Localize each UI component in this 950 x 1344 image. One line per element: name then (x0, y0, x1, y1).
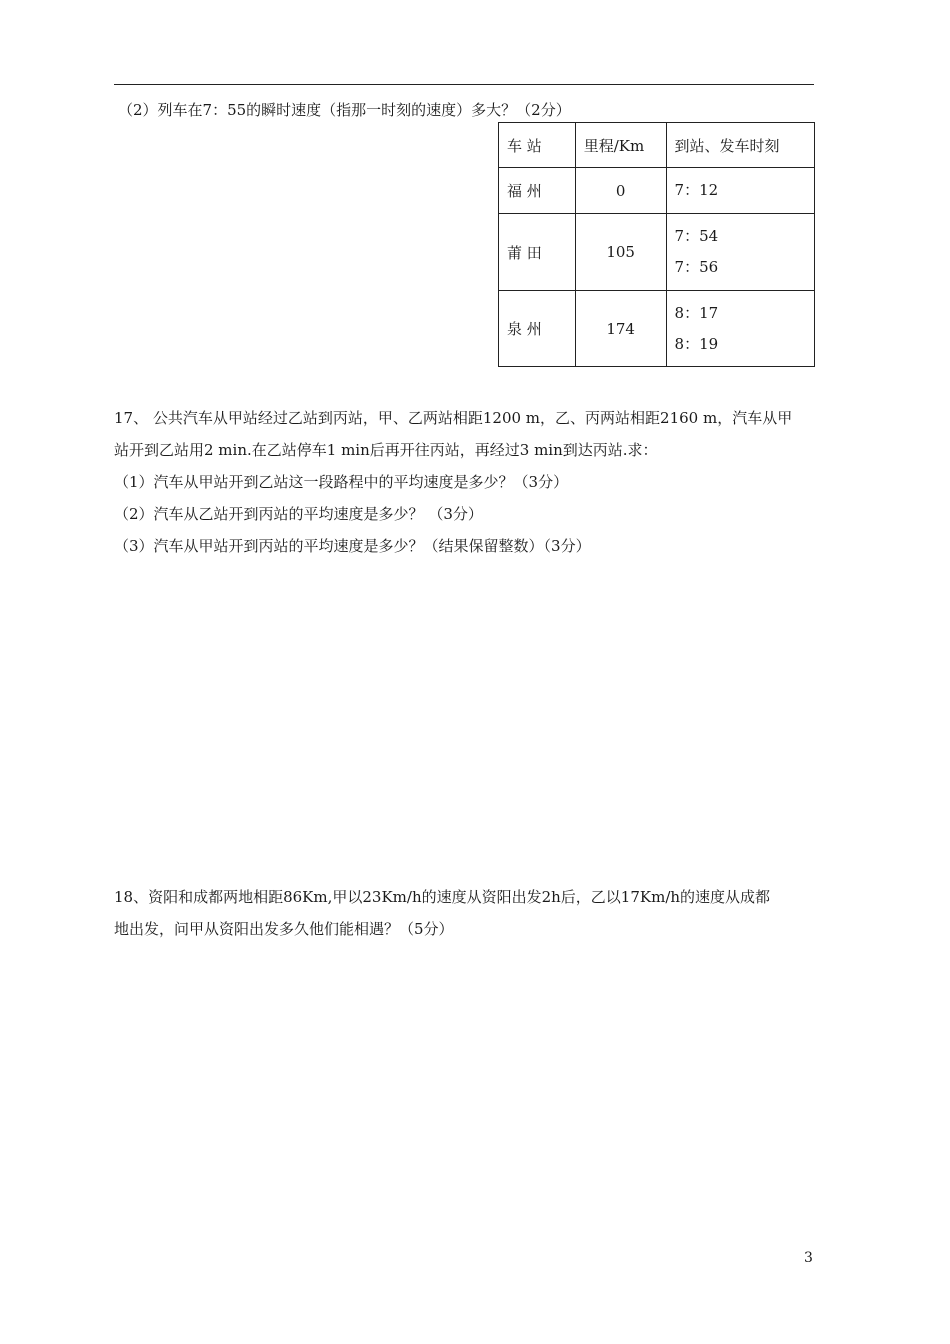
header-rule (114, 84, 814, 85)
table-row (499, 168, 815, 214)
table-row (499, 291, 815, 367)
times-cell (666, 168, 814, 214)
station-cell: 泉 州 (499, 291, 576, 367)
times-cell (666, 291, 814, 367)
times-cell (666, 214, 814, 291)
header-times: 到站、发车时刻 (666, 123, 814, 168)
arrival-time: 7：54 (674, 227, 719, 245)
q17-part2: （2）汽车从乙站开到丙站的平均速度是多少？ （3分） (114, 505, 483, 523)
q17-line2: 站开到乙站用2 min.在乙站停车1 min后再开往丙站，再经过3 min到达丙站.求： (114, 441, 658, 459)
q17-part1: （1）汽车从甲站开到乙站这一段路程中的平均速度是多少？（3分） (114, 473, 569, 491)
distance-cell: 174 (575, 291, 666, 367)
table-row (499, 214, 815, 291)
q16-part2: （2）列车在7：55的瞬时速度（指那一时刻的速度）多大？（2分） (118, 101, 571, 119)
station-cell: 莆 田 (499, 214, 576, 291)
table-header-row (499, 123, 815, 168)
time-value: 7：12 (674, 181, 719, 199)
station-cell: 福 州 (499, 168, 576, 214)
distance-cell: 0 (575, 168, 666, 214)
q17-line1: 17、 公共汽车从甲站经过乙站到丙站，甲、乙两站相距1200 m，乙、丙两站相距2160 m，汽车从甲 (114, 409, 793, 427)
distance-cell: 105 (575, 214, 666, 291)
header-station: 车 站 (499, 123, 576, 168)
q18-line2: 地出发，问甲从资阳出发多久他们能相遇？（5分） (114, 920, 454, 938)
departure-time: 8：19 (674, 334, 719, 353)
arrival-time: 8：17 (674, 303, 719, 322)
header-distance: 里程/Km (575, 123, 666, 168)
q17-part3: （3）汽车从甲站开到丙站的平均速度是多少？（结果保留整数）（3分） (114, 537, 591, 555)
q18-line1: 18、资阳和成都两地相距86Km,甲以23Km/h的速度从资阳出发2h后，乙以17Km/h的速度从成都 (114, 888, 771, 906)
page-number: 3 (804, 1250, 813, 1266)
departure-time: 7：56 (674, 258, 719, 276)
train-schedule-table (498, 122, 815, 367)
